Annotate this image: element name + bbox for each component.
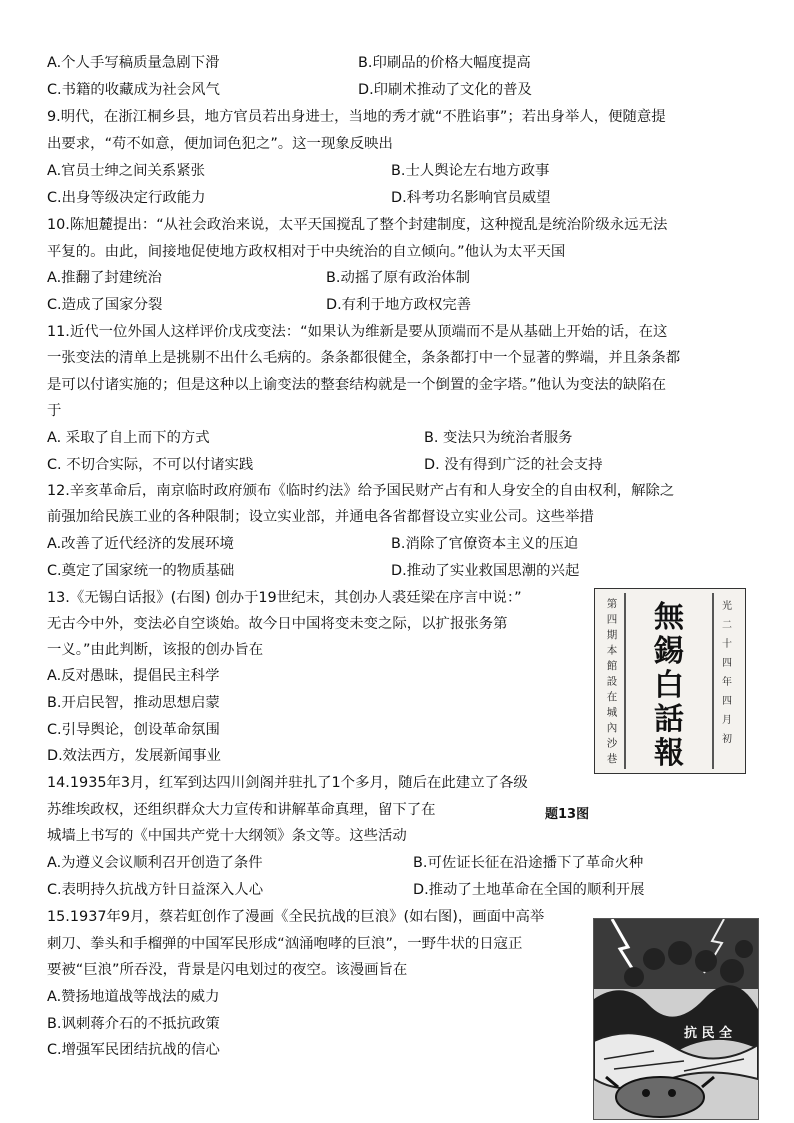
q9-option-a: A.官员士绅之间关系紧张 [47, 163, 206, 179]
q11-stem-line-1: 11.近代一位外国人这样评价戊戌变法：“如果认为维新是要从顶端而不是从基础上开始的话，在这 [47, 324, 668, 340]
masthead-left-char-2: 期 [606, 629, 618, 641]
q13-option-a: A.反对愚昧，提倡民主科学 [47, 668, 220, 684]
masthead-date-char-0: 光 [722, 601, 732, 612]
masthead-left-char-3: 本 [606, 644, 618, 657]
q12-option-b: B.消除了官僚资本主义的压迫 [391, 536, 579, 552]
q9-stem-line-1: 9.明代，在浙江桐乡县，地方官员若出身进士，当地的秀才就“不胜谄事”；若出身举人，便随意提 [47, 109, 666, 125]
masthead-date-char-6: 月 [722, 715, 732, 726]
masthead-left-char-5: 設 [606, 675, 618, 688]
q15-stem-line-3: 要被“巨浪”所吞没，背景是闪电划过的夜空。该漫画旨在 [47, 962, 408, 978]
q9-stem-line-2: 出要求，“苟不如意，便加词色犯之”。这一现象反映出 [47, 136, 393, 152]
masthead-left-char-7: 城 [606, 706, 618, 719]
q14-option-c: C.表明持久抗战方针日益深入人心 [47, 882, 264, 898]
q12-stem-line-1: 12.辛亥革命后，南京临时政府颁布《临时约法》给予国民财产占有和人身安全的自由权利，解除之 [47, 483, 675, 499]
q12-option-a: A.改善了近代经济的发展环境 [47, 536, 234, 552]
masthead-title-char-3: 話 [654, 702, 684, 737]
q14-stem-line-3: 城墙上书写的《中国共产党十大纲领》条文等。这些活动 [47, 828, 407, 844]
q14-stem-line-2: 苏维埃政权，还组织群众大力宣传和讲解革命真理，留下了在 [47, 802, 436, 818]
q13-stem-line-3: 一义。”由此判断，该报的创办旨在 [47, 642, 264, 658]
q14-option-a: A.为遵义会议顺利召开创造了条件 [47, 855, 263, 871]
q11-option-d: D. 没有得到广泛的社会支持 [424, 457, 603, 473]
q12-option-d: D.推动了实业救国思潮的兴起 [391, 563, 580, 579]
q14-option-d: D.推动了土地革命在全国的顺利开展 [413, 882, 645, 898]
cartoon-image [593, 918, 759, 1120]
q11-option-b: B. 变法只为统治者服务 [424, 430, 573, 446]
q15-option-a: A.赞扬地道战等战法的威力 [47, 989, 220, 1005]
q10-stem-line-1: 10.陈旭麓提出：“从社会政治来说，太平天国搅乱了整个封建制度，这种搅乱是统治阶级永远无法 [47, 217, 668, 233]
q11-option-c: C. 不切合实际，不可以付诸实践 [47, 457, 254, 473]
q10-option-a: A.推翻了封建统治 [47, 270, 162, 286]
masthead-left-char-8: 內 [606, 722, 618, 734]
q9-option-c: C.出身等级决定行政能力 [47, 190, 206, 206]
masthead-title-char-1: 錫 [654, 634, 684, 669]
q10-stem-line-2: 平复的。由此，间接地促使地方政权相对于中央统治的自立倾向。”他认为太平天国 [47, 244, 566, 260]
masthead-date-char-7: 初 [722, 734, 732, 745]
masthead-date-char-3: 四 [722, 658, 732, 669]
q13-option-b: B.开启民智，推动思想启蒙 [47, 695, 220, 711]
cartoon-label: 抗 民 全 [684, 1026, 733, 1041]
q12-stem-line-2: 前强加给民族工业的各种限制；设立实业部，并通电各省都督设立实业公司。这些举措 [47, 509, 594, 525]
q14-stem-line-1: 14.1935年3月，红军到达四川剑阁并驻扎了1个多月，随后在此建立了各级 [47, 775, 528, 791]
q8-option-d: D.印刷术推动了文化的普及 [358, 82, 532, 98]
q9-option-b: B.士人舆论左右地方政事 [391, 163, 550, 179]
masthead-title-char-4: 報 [654, 736, 684, 771]
q10-option-b: B.动摇了原有政治体制 [326, 270, 470, 286]
q11-stem-line-3: 是可以付诸实施的；但是这种以上谕变法的整套结构就是一个倒置的金字塔。”他认为变法的缺陷在 [47, 377, 667, 393]
q13-stem-line-2: 无古今中外，变法必自空谈始。故今日中国将变未变之际，以扩报张务第 [47, 616, 508, 632]
q15-stem-line-2: 刺刀、拳头和手榴弹的中国军民形成“汹涌咆哮的巨浪”，一野牛状的日寇正 [47, 936, 523, 952]
masthead-left-char-1: 四 [606, 613, 618, 626]
q9-option-d: D.科考功名影响官员威望 [391, 190, 551, 206]
q11-stem-line-2: 一张变法的清单上是挑剔不出什么毛病的。条条都很健全，条条都打中一个显著的弊端，并且条条都 [47, 350, 681, 366]
masthead-left-char-10: 巷 [606, 753, 618, 765]
masthead-date-char-2: 十 [722, 639, 732, 650]
masthead-title-char-0: 無 [654, 600, 684, 635]
q13-stem-line-1: 13.《无锡白话报》(右图) 创办于19世纪末，其创办人裘廷梁在序言中说：” [47, 590, 522, 606]
q15-stem-line-1: 15.1937年9月，蔡若虹创作了漫画《全民抗战的巨浪》(如右图)，画面中高举 [47, 909, 545, 925]
q11-stem-line-4: 于 [47, 403, 62, 419]
q11-option-a: A. 采取了自上而下的方式 [47, 430, 210, 446]
newspaper-masthead-image [594, 588, 746, 774]
masthead-title-char-2: 白 [654, 668, 684, 703]
q8-option-c: C.书籍的收藏成为社会风气 [47, 82, 220, 98]
masthead-left-char-4: 館 [606, 660, 618, 672]
masthead-date-char-5: 四 [722, 696, 732, 707]
q12-option-c: C.奠定了国家统一的物质基础 [47, 563, 235, 579]
q13-option-c: C.引导舆论，创设革命氛围 [47, 722, 220, 738]
q10-option-d: D.有利于地方政权完善 [326, 297, 472, 313]
q8-option-b: B.印刷品的价格大幅度提高 [358, 55, 531, 71]
masthead-left-char-0: 第 [606, 598, 618, 610]
masthead-left-char-9: 沙 [606, 737, 618, 750]
q15-option-b: B.讽刺蒋介石的不抵抗政策 [47, 1016, 220, 1032]
masthead-date-char-4: 年 [722, 677, 732, 688]
q8-option-a: A.个人手写稿质量急剧下滑 [47, 55, 220, 71]
q15-option-c: C.增强军民团结抗战的信心 [47, 1042, 220, 1058]
masthead-left-char-6: 在 [606, 691, 618, 703]
figure-13-caption: 题13图 [545, 807, 590, 822]
masthead-date-char-1: 二 [722, 620, 732, 631]
q13-option-d: D.效法西方，发展新闻事业 [47, 748, 221, 764]
q10-option-c: C.造成了国家分裂 [47, 297, 163, 313]
q14-option-b: B.可佐证长征在沿途播下了革命火种 [413, 855, 644, 871]
